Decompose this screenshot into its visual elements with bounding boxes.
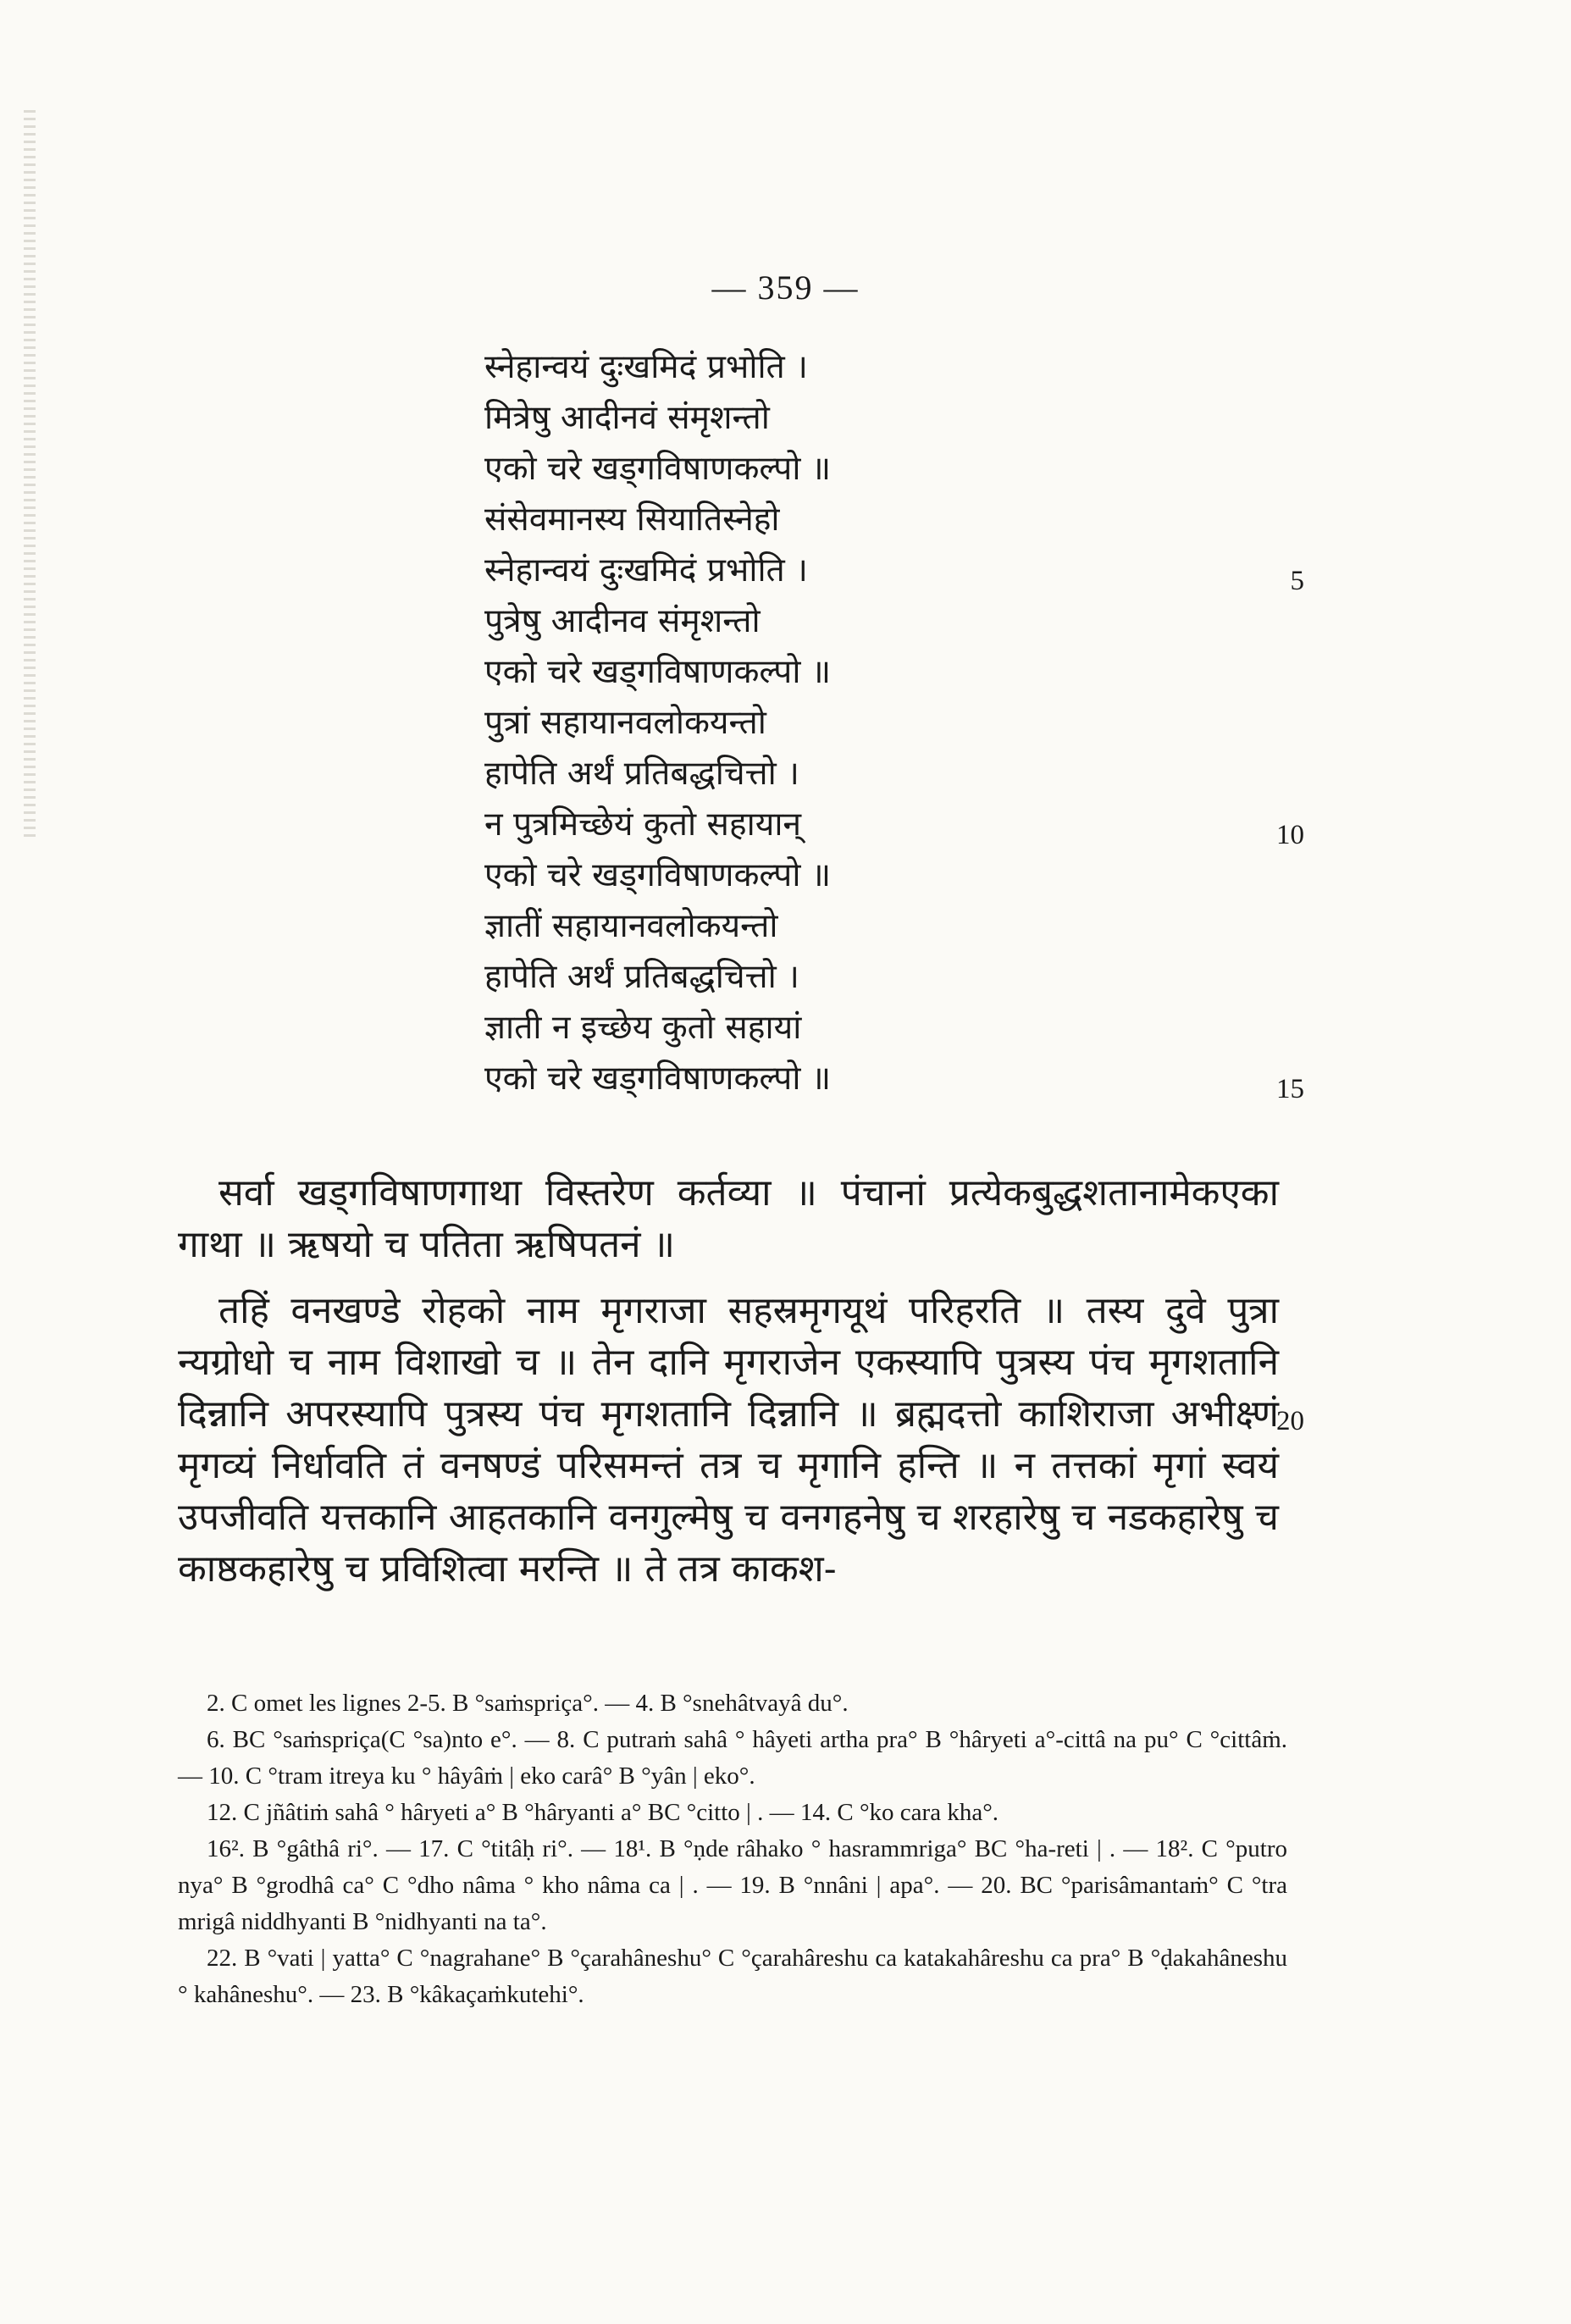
verse-line: संसेवमानस्य सियातिस्नेहो — [484, 501, 780, 539]
footnote: 2. C omet les lignes 2-5. B °saṁspriça°. — 4. B °snehâtvayâ du°. — [207, 1690, 849, 1717]
line-number-5: 5 — [1290, 566, 1304, 596]
verse-line: स्नेहान्वयं दुःखमिदं प्रभोति । — [484, 348, 808, 386]
verse-line: एको चरे खड्गविषाणकल्पो ॥ — [484, 653, 832, 691]
verse-line: मित्रेषु आदीनवं संमृशन्तो — [484, 399, 770, 437]
footnote: 6. BC °saṁspriça(C °sa)nto e°. — 8. C putraṁ sahâ ° hâyeti artha pra° B °hâryeti a°-cittâ na pu° C °cittâṁ. — 10. C °tram itreya ku ° hâyâṁ | eko carâ° B °yân | eko°. — [178, 1726, 1287, 1790]
page-number: — 359 — — [711, 268, 860, 307]
footnote: 16². B °gâthâ ri°. — 17. C °titâḥ ri°. — 18¹. B °ṇde râhako ° hasrammriga° BC °ha-reti | . — 18². C °putro nya° B °grodhâ ca° C °dho nâma ° kho nâma ca | . — 19. B °nnâni | apa°. — 20. BC °parisâmantaṁ° C °tra mrigâ niddhyanti B °nidhyanti na ta°. — [178, 1835, 1287, 1935]
footnote: 12. C jñâtiṁ sahâ ° hâryeti a° B °hâryanti a° BC °citto | . — 14. C °ko cara kha°. — [207, 1799, 999, 1826]
verse-line: ज्ञातीं सहायानवलोकयन्तो — [484, 907, 778, 945]
verse-line: ज्ञाती न इच्छेय कुतो सहायां — [484, 1009, 802, 1047]
verse-line: पुत्रां सहायानवलोकयन्तो — [484, 704, 766, 742]
line-number-20: 20 — [1276, 1406, 1304, 1436]
prose-paragraph: तहिं वनखण्डे रोहको नाम मृगराजा सहस्रमृगयूथं परिहरति ॥ तस्य दुवे पुत्रा न्यग्रोधो च नाम विशाखो च ॥ तेन दानि मृगराजेन एकस्यापि पुत्रस्य पंच मृगशतानि दिन्नानि अपरस्यापि पुत्रस्य पंच मृगशतानि दिन्नानि ॥ ब्रह्मदत्तो काशिराजा अभीक्ष्णं मृगव्यं निर्धावति तं वनषण्डं परिसमन्तं तत्र च मृगानि हन्ति ॥ न तत्तकां मृगां स्वयं उपजीवति यत्तकानि आहतकानि वनगुल्मेषु च वनगहनेषु च शरहारेषु च नडकहारेषु च काष्ठकहारेषु च प्रविशित्वा मरन्ति ॥ ते तत्र काकश- — [178, 1289, 1279, 1591]
verse-line: एको चरे खड्गविषाणकल्पो ॥ — [484, 856, 832, 894]
scan-edge-shadow — [24, 110, 36, 838]
footnotes — [178, 1685, 1287, 2013]
verse-line: स्नेहान्वयं दुःखमिदं प्रभोति । — [484, 551, 808, 589]
prose-paragraph: सर्वा खड्गविषाणगाथा विस्तरेण कर्तव्या ॥ पंचानां प्रत्येकबुद्धशतानामेकएका गाथा ॥ ऋषयो च पतिता ऋषिपतनं ॥ — [178, 1171, 1279, 1266]
line-number-10: 10 — [1276, 820, 1304, 850]
verse-line: एको चरे खड्गविषाणकल्पो ॥ — [484, 450, 832, 488]
footnote: 22. B °vati | yatta° C °nagrahane° B °çarahâneshu° C °çarahâreshu ca katakahâreshu ca pra° B °ḍakahâneshu ° kahâneshu°. — 23. B °kâkaçaṁkutehi°. — [178, 1945, 1287, 2008]
verse-line: पुत्रेषु आदीनव संमृशन्तो — [484, 602, 761, 640]
verse-line: हापेति अर्थं प्रतिबद्धचित्तो । — [484, 958, 799, 996]
verse-line: न पुत्रमिच्छेयं कुतो सहायान् — [484, 805, 802, 844]
verse-line: हापेति अर्थं प्रतिबद्धचित्तो । — [484, 755, 799, 793]
verse-block — [484, 342, 1247, 1104]
verse-line: एको चरे खड्गविषाणकल्पो ॥ — [484, 1060, 832, 1098]
line-number-15: 15 — [1276, 1074, 1304, 1104]
